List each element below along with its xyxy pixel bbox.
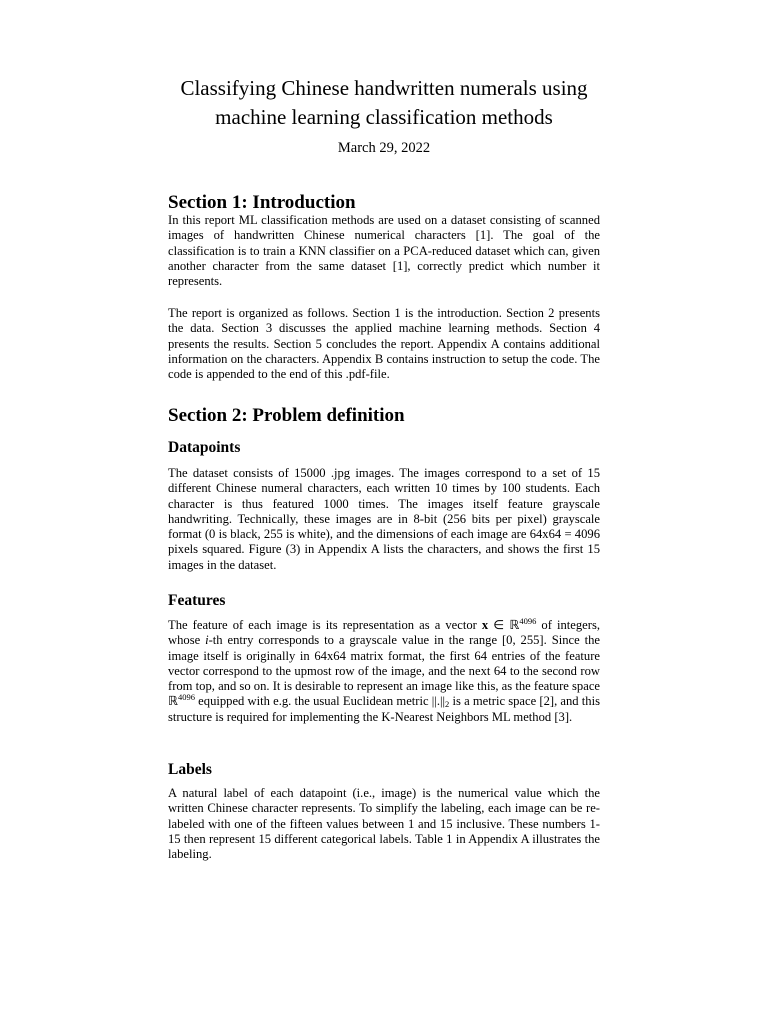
- labels-heading: Labels: [168, 761, 212, 778]
- index-i-symbol: i: [205, 633, 209, 648]
- datapoints-heading: Datapoints: [168, 439, 241, 456]
- section-1-paragraph-1: In this report ML classification methods are used on a dataset consisting of scanned images of handwritten Chinese numerical characters [1]. The goal of the classification is to train a KNN classifier on a PCA-reduced dataset which can, given another character from the same dataset [1], correctly predict which number it represents.: [168, 213, 600, 289]
- vector-x-symbol: x: [481, 618, 489, 632]
- datapoints-paragraph: The dataset consists of 15000 .jpg images. The images correspond to a set of 15 different Chinese numeral characters, each written 10 times by 100 students. Each character is thus featured 1000 times. The images itself feature grayscale handwriting. Technically, these images are in 8-bit (256 bits per pixel) grayscale format (0 is black, 255 is white), and the dimensions of each image are 64x64 = 4096 pixels squared. Figure (3) in Appendix A lists the characters, and shows the first 15 images in the dataset.: [168, 466, 600, 572]
- labels-paragraph: A natural label of each datapoint (i.e., image) is the numerical value which the written Chinese character represents. To simplify the labeling, each image can be re-labeled with one of the fifteen values between 1 and 15 inclusive. These numbers 1-15 then represent 15 different categorical labels. Table 1 in Appendix A illustrates the labeling.: [168, 786, 600, 862]
- section-1-paragraph-2: The report is organized as follows. Section 1 is the introduction. Section 2 presents the data. Section 3 discusses the applied machine learning methods. Section 4 presents the results. Section 5 concludes the report. Appendix A contains additional information on the characters. Appendix B contains instruction to setup the code. The code is appended to the end of this .pdf-file.: [168, 306, 600, 382]
- features-heading: Features: [168, 592, 226, 609]
- paper-date: March 29, 2022: [337, 140, 431, 156]
- paper-title: Classifying Chinese handwritten numerals using machine learning classification methods: [180, 76, 588, 129]
- section-1-heading: Section 1: Introduction: [168, 192, 356, 213]
- features-paragraph: The feature of each image is its representation as a vector x ∈ ℝ$^{4096}$ of integers, whose i-th entry corresponds to a grayscale value in the range [0, 255]. Since the image itself is originally in 64x64 matrix format, the first 64 entries of the feature vector correspond to the upmost row of the image, and the next 64 to the second row from top, and so on. It is desirable to represent an image like this, as the feature space ℝ$^{4096}$ equipped with e.g. the usual Euclidean metric $||.||_2$ is a metric space [2], and this structure is required for implementing the K-Nearest Neighbors ML method [3].: [168, 616, 600, 724]
- section-2-heading: Section 2: Problem definition: [168, 405, 405, 426]
